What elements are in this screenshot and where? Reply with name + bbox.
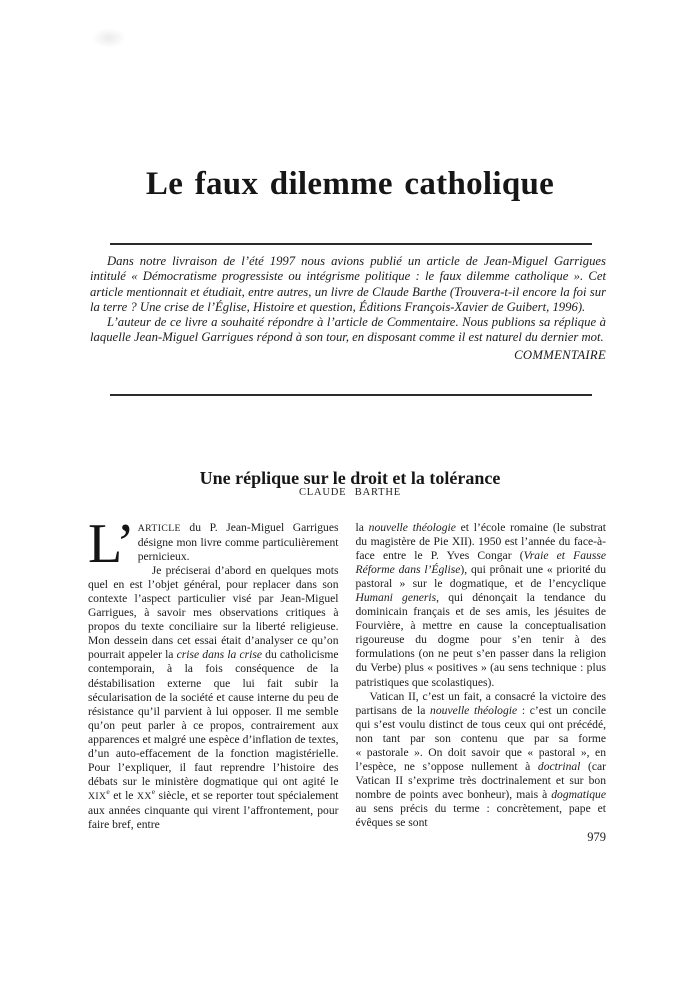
- divider-top: [110, 243, 592, 245]
- paragraph-text: ARTICLE du P. Jean-Miguel Garrigues désigne mon livre comme particulièrement pernicieux.: [137, 521, 339, 564]
- note-paragraph: L’auteur de ce livre a souhaité répondre à l’article de Commentaire. Nous publions sa réplique à laquelle Jean-Miguel Garrigues répond à son tour, en disposant comme il est naturel du dernier mot.: [90, 315, 606, 345]
- note-signature: COMMENTAIRE: [514, 347, 606, 362]
- section-title: Une réplique sur le droit et la tolérance: [199, 467, 501, 488]
- page-number: 979: [587, 830, 606, 844]
- body-columns: [88, 513, 607, 832]
- body-paragraph: Vatican II, c’est un fait, a consacré la victoire des partisans de la nouvelle théologie : c’est un concile qui s’est voulu distinct de tous ceux qui ont précédé, non tant par son contenu que par sa forme « pastorale ». On doit savoir que « pastoral », en l’espèce, ne s’oppose nullement à doctrinal (car Vatican II s’exprime très doctrinalement et sur bon nombre de points avec bonheur), mais à dogmatique au sens précis du terme : concrètement, pape et évêques se sont: [355, 689, 607, 829]
- body-paragraph: la nouvelle théologie et l’école romaine (le substrat du magistère de Pie XII). 1950 est l’année du face-à-face entre le P. Yves Congar (Vraie et Fausse Réforme dans l’Église), qui prônait une « priorité du pastoral » sur le dogmatique, et de l’encyclique Humani generis, qui dénonçait la tendance du dominicain français et de ses amis, les jésuites de Fourvière, à mettre en cause la conceptualisation rigoureuse du dogme pour s’en tenir à des formulations (on ne peut s’en passer dans la religion du Verbe) plus « positives » (au sens technique : plus patristiques que scolastiques).: [355, 521, 607, 689]
- scan-smudge: [92, 28, 126, 48]
- drop-cap: L’: [88, 513, 134, 575]
- body-left-column: [88, 513, 339, 832]
- divider-middle: [110, 394, 592, 396]
- body-paragraph: [88, 513, 339, 575]
- body-paragraph: Je préciserai d’abord en quelques mots quel en est l’objet général, pour replacer dans son contexte l’aspect particulier visé par Jean-Miguel Garrigues, à savoir mes observations critiques à propos du texte conciliaire sur la liberté religieuse. Mon dessein dans cet essai était d’analyser ce qu’on pourrait appeler la crise dans la crise du catholicisme contemporain, à la fois conséquence de la déstabilisation externe que lui fait subir la sécularisation de la société et cause interne du peu de résistance qu’il parvient à lui opposer. Il me semble qu’on peut parler à ce propos, contrairement aux apparences et malgré une espèce d’inflation de textes, d’un auto-effacement de la fonction magistérielle. Pour l’expliquer, il faut reprendre l’histoire des débats sur le ministère dogmatique qui ont agité le XIXe et le XXe siècle, et se reporter tout spécialement aux années cinquante qui virent l’affrontement, pour faire bref, entre: [88, 564, 339, 831]
- article-title: Le faux dilemme catholique: [145, 166, 555, 203]
- editorial-note: [90, 254, 606, 363]
- author-name: CLAUDE BARTHE: [299, 487, 401, 498]
- note-paragraph: Dans notre livraison de l’été 1997 nous avions publié un article de Jean-Miguel Garrigues intitulé « Démocratisme progressiste ou intégrisme politique : le faux dilemme catholique ». Cet article mentionnait et étudiait, entre autres, un livre de Claude Barthe (Trouvera-t-il encore la foi sur la terre ? Une crise de l’Église, Histoire et question, Éditions François-Xavier de Guibert, 1996).: [90, 254, 607, 314]
- body-right-column: [356, 521, 607, 832]
